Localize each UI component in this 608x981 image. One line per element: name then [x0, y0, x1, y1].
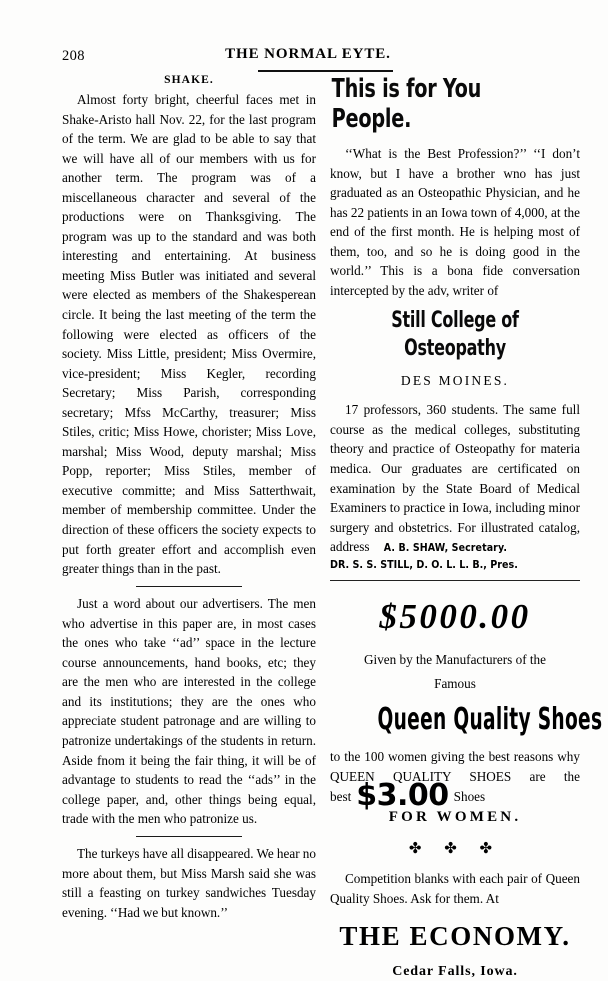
left-column: [62, 74, 316, 922]
paragraph-divider-rule: [136, 586, 242, 588]
fleuron-ornament-icon: ✤ ✤ ✤: [408, 838, 502, 857]
store-name: THE ECONOMY.: [339, 921, 571, 952]
right-column: [330, 74, 603, 980]
turkeys-paragraph: The turkeys have all disappeared. We hear no more about them, but Miss Marsh said she was still a feasting on turkey sandwiches Tuesday evening. ‘‘Had we but known.’’: [62, 846, 316, 920]
advertisers-paragraph: Just a word about our advertisers. The men who advertise in this paper are, in most cases the ones who take ‘‘ad’’ space in the lecture course announcements, hand books, etc; they are the men who are interested in the college and its institutions; they are the ones who appreciate student patronage and are willing to patronize undertakings of the students in return. Aside fnom it being the fair thing, it will be of advantage to students to read the ‘‘ads’’ in the college paper, and, other things being equal, trade with the men who patronize us.: [62, 596, 316, 827]
ad-college-city: DES MOINES.: [400, 373, 510, 389]
ad-president-signature: DR. S. S. STILL, D. O. L. L. B., Pres.: [330, 558, 518, 571]
header-rule: [258, 70, 393, 72]
paragraph-divider-rule: [136, 836, 242, 838]
publication-title: THE NORMAL EYTE.: [225, 46, 391, 62]
offer-text-before: to the 100 women giving the best reasons why QUEEN QUALITY SHOES are the best: [330, 749, 580, 805]
ad-college-description: [330, 400, 580, 558]
for-women-label: FOR WOMEN.: [388, 808, 522, 825]
advertisement-osteopathy: [330, 74, 580, 581]
advertisement-divider-rule: [330, 580, 580, 582]
page-number: 208: [62, 48, 85, 64]
running-head: [62, 46, 554, 72]
shake-report-paragraph: Almost forty bright, cheerful faces met in Shake-Aristo hall Nov. 22, for the last program of the term. We are glad to be able to say that we will have all of our members with us for another term. The program was of a miscellaneous character and several of the productions were on Thanksgiving. The program was up to the standard and was both interesting and entertaining. At business meeting Miss Butler was initiated and several were elected as members of the Shakesperean circle. It being the last meeting of the term the following were elected as officers of the society. Miss Little, president; Miss Overmire, vice-president; Miss Kegler, recording Secretary; Miss Parish, corresponding secretary; Mfss McCarthy, treasurer; Miss Stiles, critic; Miss Howe, chorister; Miss Love, marshal; Miss Wood, deputy marshal; Miss Popp, reporter; Miss Stiles, member of executive committe; and Miss Satterthwait, member of membership committee. Under the direction of these officers the society expects to put forth greater effort and accomplish even greater things than in the past.: [62, 92, 316, 577]
store-location: Cedar Falls, Iowa.: [392, 964, 518, 980]
offer-paragraph: [330, 747, 580, 814]
brand-name-queen-quality-shoes: Queen Quality Shoes: [377, 702, 603, 738]
ad-secretary-signature: A. B. SHAW, Secretary.: [383, 542, 507, 555]
section-heading-shake: SHAKE.: [164, 74, 214, 86]
ad-college-name: Still College of Osteopathy: [391, 307, 519, 362]
ad-quote-paragraph: ‘‘What is the Best Profession?’’ ‘‘I don’t know, but I have a brother wno has just graduated as an Osteopathic Physician, and he has 22 patients in an Iowa town of 4,000, at the end of the first month. He is helping most of them, too, and so he is doing good in the world.’’ This is a bona fide conversation intercepted by the adv, writer of: [330, 146, 580, 298]
ad-description-text: 17 professors, 360 students. The same full course as the medical colleges, substituting theory and practice of Osteopathy for materia medica. Our graduates are certificated on examination by the State Board of Medical Examiners to practice in Iowa, including minor surgery and obstetrics. For illustrated catalog, address: [330, 402, 580, 555]
offer-text-after: Shoes: [453, 789, 486, 805]
price-display: $3.00: [356, 778, 449, 814]
advertisement-shoes: [330, 597, 603, 980]
competition-paragraph: Competition blanks with each pair of Queen Quality Shoes. Ask for them. At: [330, 870, 580, 906]
given-by-line-1: Given by the Manufacturers of the: [364, 652, 546, 668]
prize-amount: $5000.00: [379, 597, 531, 637]
given-by-line-2: Famous: [434, 675, 476, 691]
ad-headline-you-people: This is for You People.: [331, 74, 482, 134]
